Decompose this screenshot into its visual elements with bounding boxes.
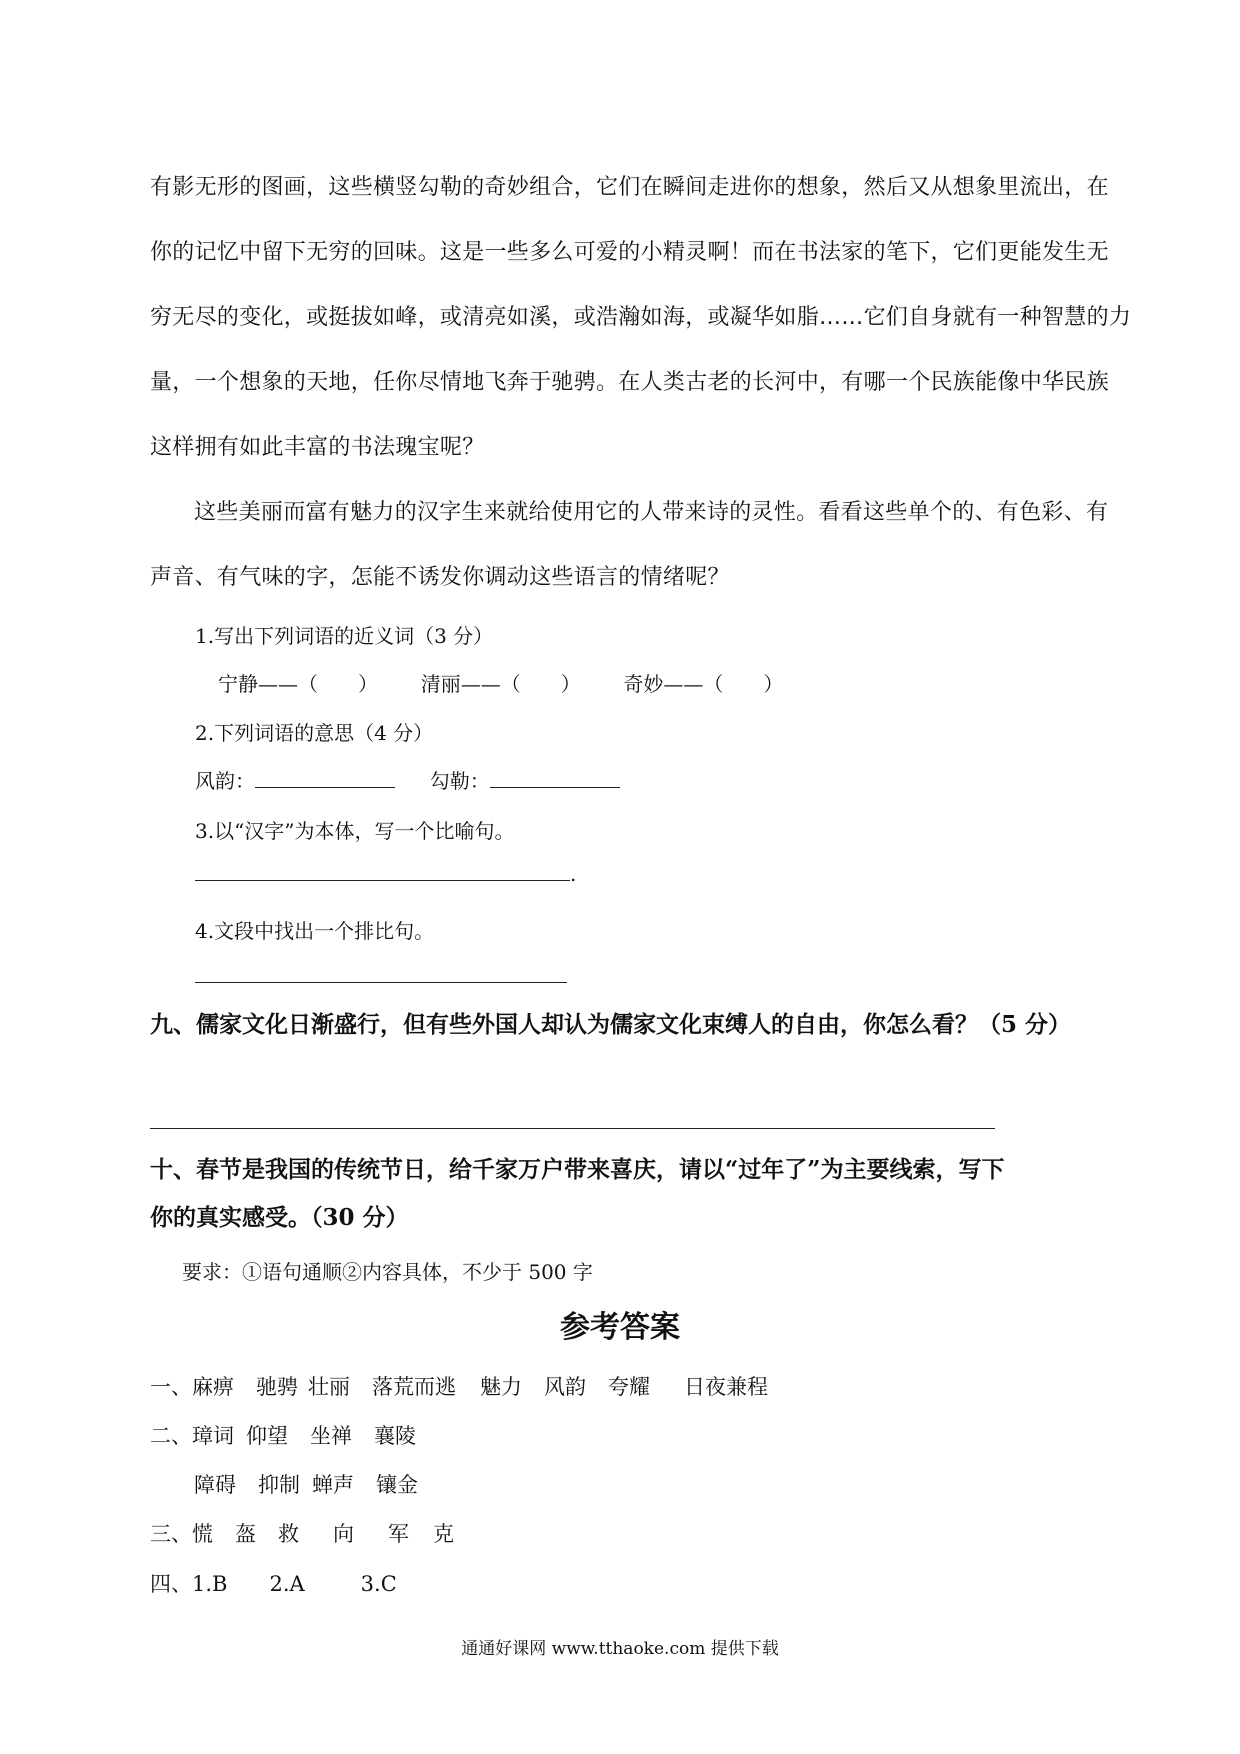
- answer-choice: 3.C: [360, 1572, 397, 1596]
- answer-char: 向: [333, 1522, 354, 1546]
- answer-word: 仰望: [246, 1424, 288, 1448]
- answer-row-2: 二、璋词 仰望 坐禅 襄陵: [150, 1420, 416, 1450]
- answer-word: 坐禅: [310, 1424, 352, 1448]
- answer-word: 抑制: [258, 1473, 300, 1497]
- answer-word: 璋词: [192, 1424, 234, 1448]
- answer-key-title: 参考答案: [560, 1310, 680, 1345]
- answer-row-1: 一、麻痹 驰骋 壮丽 落荒而逃 魅力 风韵 夸耀 日夜兼程: [150, 1371, 768, 1401]
- answer-word: 驰骋: [256, 1375, 298, 1399]
- answer-char: 慌: [192, 1522, 213, 1546]
- section-10-line: 你的真实感受。（30 分）: [150, 1204, 409, 1231]
- answer-word: 麻痹: [192, 1375, 234, 1399]
- answer-word: 壮丽: [308, 1375, 350, 1399]
- answer-row-4: 四、1.B 2.A 3.C: [150, 1572, 397, 1596]
- answer-char: 盔: [235, 1522, 256, 1546]
- answer-choice: 2.A: [269, 1572, 305, 1596]
- answer-word: 蝉声: [312, 1473, 354, 1497]
- page-footer: 通通好课网 www.tthaoke.com 提供下载: [461, 1639, 779, 1659]
- term-label: 风韵：: [195, 769, 255, 793]
- passage-line: 有影无形的图画，这些横竖勾勒的奇妙组合，它们在瞬间走进你的想象，然后又从想象里流出，在: [150, 175, 1109, 200]
- synonym-item: 宁静——（ ）: [218, 672, 378, 696]
- question-4-title: 4.文段中找出一个排比句。: [195, 919, 435, 943]
- reading-passage: [150, 155, 1132, 610]
- answer-word: 障碍: [194, 1473, 236, 1497]
- section-9-question: 九、儒家文化日渐盛行，但有些外国人却认为儒家文化束缚人的自由，你怎么看？（5 分）: [150, 1011, 1072, 1038]
- question-3-answer-line: .: [195, 862, 576, 886]
- answer-line[interactable]: [150, 1128, 995, 1129]
- answer-line[interactable]: [195, 982, 567, 983]
- passage-line: 这样拥有如此丰富的书法瑰宝呢？: [150, 435, 485, 460]
- answer-row-2b: [194, 1469, 418, 1499]
- question-2-items: [195, 765, 620, 794]
- synonym-item: 奇妙——（ ）: [623, 672, 784, 696]
- answer-word: 日夜兼程: [684, 1375, 768, 1399]
- answer-choice: 1.B: [192, 1572, 228, 1596]
- section-10-line: 十、春节是我国的传统节日，给千家万户带来喜庆，请以“过年了”为主要线索，写下: [150, 1156, 1005, 1183]
- passage-line: 量，一个想象的天地，任你尽情地飞奔于驰骋。在人类古老的长河中，有哪一个民族能像中华民族: [150, 370, 1109, 395]
- essay-requirements: 要求：①语句通顺②内容具体，不少于 500 字: [182, 1260, 593, 1284]
- question-2-title: 2.下列词语的意思（4 分）: [195, 721, 434, 745]
- passage-line: 你的记忆中留下无穷的回味。这是一些多么可爱的小精灵啊！而在书法家的笔下，它们更能发生无: [150, 240, 1109, 265]
- answer-blank[interactable]: [195, 878, 570, 881]
- question-1-title: 1.写出下列词语的近义词（3 分）: [195, 624, 494, 648]
- passage-line: 穷无尽的变化，或挺拔如峰，或清亮如溪，或浩瀚如海，或凝华如脂……它们自身就有一种智慧的力: [150, 305, 1132, 330]
- answer-word: 风韵: [544, 1375, 586, 1399]
- answer-word: 镶金: [376, 1473, 418, 1497]
- term-label: 勾勒：: [429, 769, 490, 793]
- answer-blank[interactable]: [490, 785, 620, 788]
- synonym-item: 清丽——（ ）: [420, 672, 581, 696]
- answer-word: 夸耀: [608, 1375, 650, 1399]
- question-3-title: 3.以“汉字”为本体，写一个比喻句。: [195, 819, 515, 843]
- passage-line: 这些美丽而富有魅力的汉字生来就给使用它的人带来诗的灵性。看看这些单个的、有色彩、有: [194, 500, 1109, 525]
- answer-word: 落荒而逃: [372, 1375, 456, 1399]
- passage-line: 声音、有气味的字，怎能不诱发你调动这些语言的情绪呢？: [150, 565, 730, 590]
- section-10-question: [150, 1146, 1100, 1242]
- answer-word: 襄陵: [374, 1424, 416, 1448]
- answer-blank[interactable]: [255, 785, 395, 788]
- answer-row-3: 三、慌 盔 救 向 军 克: [150, 1518, 454, 1548]
- answer-word: 魅力: [480, 1375, 522, 1399]
- question-1-items: [218, 668, 783, 697]
- answer-char: 救: [278, 1522, 299, 1546]
- answer-char: 克: [433, 1522, 454, 1546]
- answer-char: 军: [388, 1522, 409, 1546]
